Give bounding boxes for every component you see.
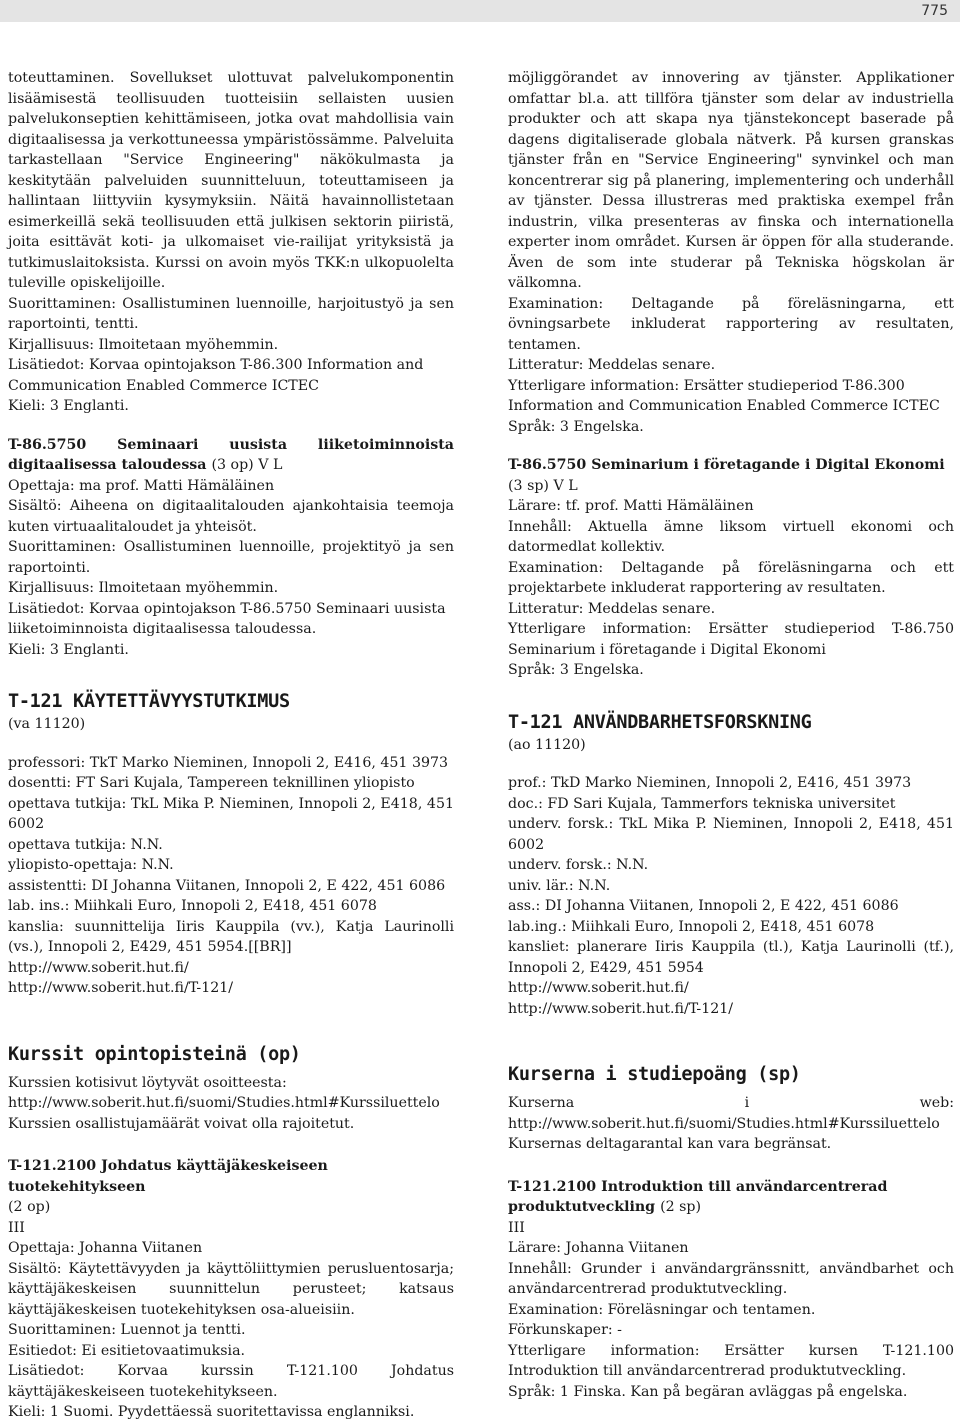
course-entry (508, 1177, 954, 1403)
course-line: Opettaja: ma prof. Matti Hämäläinen (8, 477, 275, 494)
section-line: Kurssien osallistujamäärät voivat olla rajoitetut. (8, 1115, 355, 1132)
staff-line: underv. forsk.: N.N. (508, 857, 649, 873)
course-line: Språk: 1 Finska. Kan på begäran avläggas på engelska. (508, 1383, 908, 1400)
course-line: Litteratur: Meddelas senare. (508, 600, 716, 617)
staff-line: doc.: FD Sari Kujala, Tammerfors tekniska universitet (508, 795, 896, 812)
staff-line: univ. lär.: N.N. (508, 877, 611, 894)
course-line: Suorittaminen: Osallistuminen luennoille, projektityö ja sen raportointi. (8, 539, 454, 576)
staff-line: lab. ins.: Miihkali Euro, Innopoli 2, E418, 451 6078 (8, 898, 377, 914)
staff-line: opettava tutkija: N.N. (8, 836, 163, 853)
course-line: Sisältö: Käytettävyyden ja käyttöliittymien perusluentosarja; käyttäjäkeskeisen suunnittelun perusteet; katsaus käyttäjäkeskeisen tuotekehityksen osa-alueisiin. (8, 1260, 454, 1318)
course-credits: (3 op) V L (211, 457, 283, 473)
course-entry (508, 455, 954, 681)
course-line: Kirjallisuus: Ilmoitetaan myöhemmin. (8, 580, 279, 596)
course-entry (8, 1156, 454, 1423)
staff-line: opettava tutkija: TkL Mika P. Nieminen, Innopoli 2, E418, 451 6002 (8, 795, 454, 832)
paragraph: Språk: 3 Engelska. (508, 418, 644, 435)
course-line: Sisältö: Aiheena on digitaalitalouden ajankohtaisia teemoja kuten virtuaalitaloudet ja yhteisöt. (8, 498, 454, 535)
course-entry (8, 435, 454, 661)
staff-line: professori: TkT Marko Nieminen, Innopoli 2, E416, 451 3973 (8, 754, 449, 771)
course-line: Examination: Föreläsningar och tentamen. (508, 1301, 816, 1318)
department-section (508, 711, 954, 1020)
intro-block (508, 68, 954, 437)
paragraph: Kirjallisuus: Ilmoitetaan myöhemmin. (8, 336, 279, 353)
intro-block (8, 68, 454, 417)
section-heading: Kurssit opintopisteinä (op) (8, 1043, 301, 1065)
section-line: Kurserna i web: http://www.soberit.hut.fi/suomi/Studies.html#Kurssiluettelo (508, 1095, 954, 1132)
course-line: Lisätiedot: Korvaa opintojakson T-86.5750 Seminaari uusista liiketoiminnoista digitaalisessa taloudessa. (8, 600, 446, 637)
left-column (8, 68, 454, 1423)
paragraph: Litteratur: Meddelas senare. (508, 357, 716, 373)
section-line: Kursernas deltagarantal kan vara begränsat. (508, 1136, 832, 1152)
staff-line: ass.: DI Johanna Viitanen, Innopoli 2, E 422, 451 6086 (508, 898, 899, 914)
staff-line: underv. forsk.: TkL Mika P. Nieminen, Innopoli 2, E418, 451 6002 (508, 816, 954, 853)
course-title: T-121.2100 Johdatus käyttäjäkeskeiseen tuotekehitykseen (8, 1158, 328, 1195)
paragraph: Ytterligare information: Ersätter studieperiod T-86.300 Information and Communication Enabled Commerce ICTEC (508, 377, 940, 414)
course-title: T-121.2100 Introduktion till användarcentrerad produktutveckling (2 sp) (508, 1178, 888, 1215)
course-line: III (508, 1219, 525, 1236)
staff-line: kansliet: planerare Iiris Kauppila (tl.), Katja Laurinolli (tf.), Innopoli 2, E429, 451 5954 (508, 939, 954, 976)
staff-line: prof.: TkD Marko Nieminen, Innopoli 2, E416, 451 3973 (508, 775, 912, 791)
course-credits: (2 op) (8, 1199, 51, 1215)
url-line: http://www.soberit.hut.fi/T-121/ (508, 1000, 734, 1017)
credits-section (508, 1063, 954, 1155)
course-line: Förkunskaper: - (508, 1322, 622, 1338)
staff-line: assistentti: DI Johanna Viitanen, Innopoli 2, E 422, 451 6086 (8, 877, 446, 894)
paragraph: Kieli: 3 Englanti. (8, 398, 129, 414)
course-line: Suorittaminen: Luennot ja tentti. (8, 1322, 246, 1338)
section-line: Kurssien kotisivut löytyvät osoitteesta: http://www.soberit.hut.fi/suomi/Studies.html#Kurssiluettelo (8, 1074, 440, 1111)
paragraph: Lisätiedot: Korvaa opintojakson T-86.300 Information and Communication Enabled Commerce ICTEC (8, 357, 424, 394)
course-line: Ytterligare information: Ersätter kursen T-121.100 Introduktion till användarcentrerad produktutveckling. (508, 1342, 954, 1379)
course-line: Kieli: 3 Englanti. (8, 641, 129, 658)
section-subheading: (va 11120) (8, 716, 86, 732)
staff-line: lab.ing.: Miihkali Euro, Innopoli 2, E418, 451 6078 (508, 918, 875, 935)
course-line: Lärare: tf. prof. Matti Hämäläinen (508, 498, 754, 514)
page-header-bar (0, 0, 960, 22)
paragraph: Suorittaminen: Osallistuminen luennoille, harjoitustyö ja sen raportointi, tentti. (8, 295, 454, 332)
right-column (508, 68, 954, 1402)
course-line: Lärare: Johanna Viitanen (508, 1240, 689, 1256)
staff-line: yliopisto-opettaja: N.N. (8, 857, 174, 873)
course-line: Innehåll: Aktuella ämne liksom virtuell ekonomi och datormedlat kollektiv. (508, 518, 954, 555)
section-subheading: (ao 11120) (508, 736, 586, 753)
course-title: T-86.5750 Seminaari uusista liiketoiminnoista digitaalisessa taloudessa (3 op) V L (8, 436, 454, 473)
url-line: http://www.soberit.hut.fi/ (8, 959, 189, 976)
paragraph: toteuttaminen. Sovellukset ulottuvat palvelukomponentin lisäämisestä teollisuuden tuotteisiin sellaisten uusien palvelukonseptien kehittämiseen, jotka ovat mahdollisia vain digitaalisessa ja verkottuneessa ympäristössämme. Palveluita tarkastellaan "Service Engineering" näkökulmasta ja keskitytään palveluiden suunnitteluun, toteuttamiseen ja hallintaan liittyviin kysymyksiin. Näitä havainnollistetaan esimerkeillä sekä teollisuuden että julkisen sektorin piiristä, joita esittävät koti- ja ulkomaiset vie-railijat yrityksistä ja tutkimuslaitoksista. Kurssi on avoin myös TKK:n ulkopuolelta tuleville opiskelijoille. (8, 70, 454, 291)
course-credits: (2 sp) (660, 1199, 702, 1215)
url-line: http://www.soberit.hut.fi/T-121/ (8, 980, 234, 996)
course-line: Kieli: 1 Suomi. Pyydettäessä suoritettavissa englanniksi. (8, 1404, 415, 1420)
section-heading: T-121 KÄYTETTÄVYYSTUTKIMUS (8, 691, 290, 712)
course-line: Examination: Deltagande på föreläsningarna och ett projektarbete inkluderat rapportering av resultaten. (508, 559, 954, 596)
course-line: Språk: 3 Engelska. (508, 662, 644, 678)
course-title: T-86.5750 Seminarium i företagande i Digital Ekonomi (508, 457, 945, 473)
page-number: 775 (921, 3, 948, 19)
department-section (8, 690, 454, 999)
course-credits: (3 sp) V L (508, 477, 578, 494)
course-line: III (8, 1219, 25, 1236)
staff-line: kanslia: suunnittelija Iiris Kauppila (vv.), Katja Laurinolli (vs.), Innopoli 2, E429, 451 5954.[[BR]] (8, 918, 454, 955)
section-heading: Kurserna i studiepoäng (sp) (508, 1064, 801, 1085)
paragraph: Examination: Deltagande på föreläsningarna, ett övningsarbete inkluderat rapportering av resultaten, tentamen. (508, 295, 954, 353)
course-line: Lisätiedot: Korvaa kurssin T-121.100 Johdatus käyttäjäkeskeiseen tuotekehitykseen. (8, 1363, 454, 1400)
paragraph: möjliggörandet av innovering av tjänster. Applikationer omfattar bl.a. att tillföra tjänster som delar av industriella produkter och att skapa nya tjänstekoncept baserade på dagens digitaliserade globala nätverk. På kursen granskas tjänster från en "Service Engineering" synvinkel och man koncentrerar sig på planering, implementering och underhåll av tjänster. Dessa illustreras med praktiska exempel från industrin, vilka presenteras av finska och internationella experter inom området. Kursen är öppen för alla studerande. Även de som inte studerar på Tekniska högskolan är välkomna. (508, 70, 954, 291)
staff-line: dosentti: FT Sari Kujala, Tampereen teknillinen yliopisto (8, 775, 415, 791)
course-line: Opettaja: Johanna Viitanen (8, 1240, 203, 1256)
course-line: Ytterligare information: Ersätter studieperiod T-86.750 Seminarium i företagande i Digital Ekonomi (508, 621, 954, 658)
url-line: http://www.soberit.hut.fi/ (508, 980, 689, 996)
credits-section (8, 1043, 454, 1135)
course-line: Esitiedot: Ei esitietovaatimuksia. (8, 1342, 246, 1359)
section-heading: T-121 ANVÄNDBARHETSFORSKNING (508, 711, 812, 733)
course-line: Innehåll: Grunder i användargränssnitt, användbarhet och användarcentrerad produktutveckling. (508, 1260, 954, 1297)
